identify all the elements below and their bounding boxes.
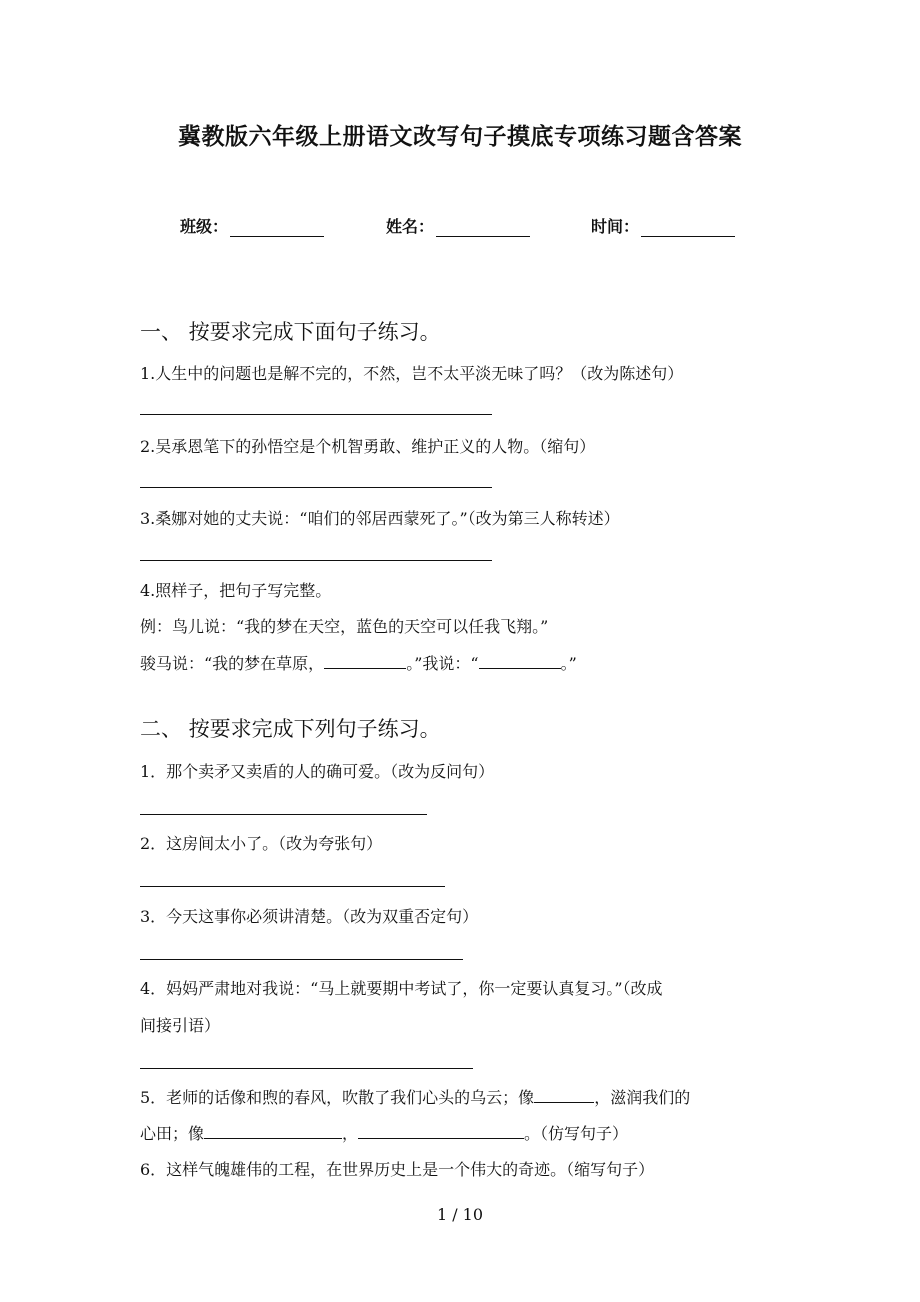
- section-1-heading: 一、 按要求完成下面句子练习。: [140, 320, 441, 344]
- s2-answer-line-3[interactable]: [140, 959, 463, 960]
- s2-q5-blank-1[interactable]: [534, 1086, 594, 1103]
- s2-question-6: 6．这样气魄雄伟的工程，在世界历史上是一个伟大的奇迹。（缩写句子）: [140, 1160, 655, 1179]
- s1-q4-text-c: 。”: [560, 654, 577, 673]
- s2-answer-line-1[interactable]: [140, 814, 427, 815]
- time-blank[interactable]: [641, 218, 735, 237]
- page-title: 冀教版六年级上册语文改写句子摸底专项练习题含答案: [178, 123, 742, 150]
- s2-question-2: 2．这房间太小了。（改为夸张句）: [140, 834, 383, 853]
- time-field: [591, 214, 735, 237]
- s1-q4-text-b: 。”我说：“: [406, 654, 479, 673]
- s1-q4-blank-1[interactable]: [324, 652, 406, 669]
- class-field: [180, 214, 324, 237]
- s2-question-4-line-1: 4．妈妈严肃地对我说：“马上就要期中考试了，你一定要认真复习。”（改成: [140, 979, 663, 998]
- s2-q5-text-a: 5．老师的话像和煦的春风，吹散了我们心头的乌云；像: [140, 1088, 535, 1107]
- s1-q4-text-a: 骏马说：“我的梦在草原，: [140, 654, 325, 673]
- s1-question-2: 2.吴承恩笔下的孙悟空是个机智勇敢、维护正义的人物。（缩句）: [140, 437, 596, 456]
- section-2-heading: 二、 按要求完成下列句子练习。: [140, 717, 441, 741]
- s2-question-1: 1．那个卖矛又卖盾的人的确可爱。（改为反问句）: [140, 762, 495, 781]
- s2-q5-text-b: ，滋润我们的: [594, 1088, 691, 1107]
- name-field: [386, 214, 530, 237]
- s2-question-5-line-1: [140, 1085, 690, 1108]
- time-label: 时间：: [591, 217, 640, 236]
- s2-question-3: 3．今天这事你必须讲清楚。（改为双重否定句）: [140, 907, 479, 926]
- page-number: 1 / 10: [436, 1205, 484, 1224]
- s2-answer-line-4[interactable]: [140, 1068, 473, 1069]
- class-blank[interactable]: [230, 218, 324, 237]
- s1-question-4-fill: [140, 651, 577, 674]
- s1-answer-line-2[interactable]: [140, 487, 492, 488]
- s1-q4-blank-2[interactable]: [479, 652, 561, 669]
- s2-question-5-line-2: [140, 1121, 628, 1144]
- s2-q5-text-d: ，: [342, 1124, 359, 1143]
- s1-question-4: 4.照样子，把句子写完整。: [140, 581, 332, 600]
- s1-answer-line-1[interactable]: [140, 414, 492, 415]
- s2-question-4-line-2: 间接引语）: [140, 1016, 221, 1035]
- s2-q5-text-e: 。（仿写句子）: [524, 1124, 629, 1143]
- s2-answer-line-2[interactable]: [140, 886, 445, 887]
- s2-q5-text-c: 心田；像: [140, 1124, 205, 1143]
- s1-question-4-example: 例：鸟儿说：“我的梦在天空，蓝色的天空可以任我飞翔。”: [140, 617, 549, 636]
- s1-question-1: 1.人生中的问题也是解不完的，不然，岂不太平淡无味了吗？（改为陈述句）: [140, 364, 684, 383]
- s1-question-3: 3.桑娜对她的丈夫说：“咱们的邻居西蒙死了。”（改为第三人称转述）: [140, 509, 620, 528]
- s2-q5-blank-2[interactable]: [204, 1122, 342, 1139]
- class-label: 班级：: [180, 217, 229, 236]
- s2-q5-blank-3[interactable]: [358, 1122, 524, 1139]
- s1-answer-line-3[interactable]: [140, 560, 492, 561]
- name-label: 姓名：: [386, 217, 435, 236]
- name-blank[interactable]: [436, 218, 530, 237]
